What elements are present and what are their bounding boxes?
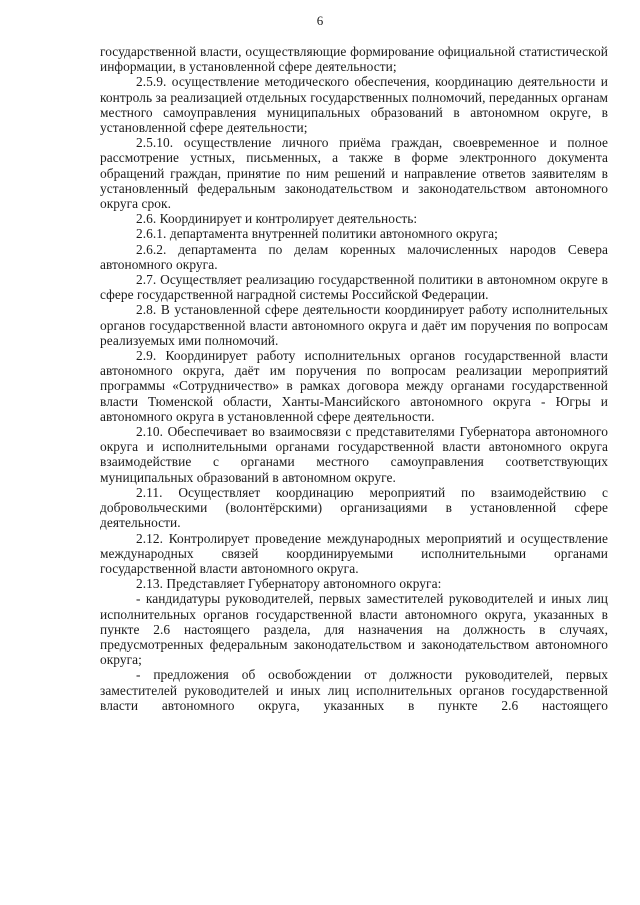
paragraph-2-6-2: 2.6.2. департамента по делам коренных малочисленных народов Севера автономного округа. bbox=[100, 241, 608, 272]
list-item-dismissal-proposals: - предложения об освобождении от должности руководителей, первых заместителей руководителей и иных лиц исполнительных органов государственной власти автономного округа, указанных в пункте 2.6 настоящего bbox=[100, 667, 608, 713]
document-body bbox=[100, 44, 608, 713]
page-number: 6 bbox=[316, 13, 324, 28]
list-item-candidates: - кандидатуры руководителей, первых заместителей руководителей и иных лиц исполнительных органов государственной власти автономного округа, указанных в пункте 2.6 настоящего раздела, для назначения на должность в случаях, предусмотренных федеральным законодательством и законодательством автономного округа; bbox=[100, 591, 608, 668]
paragraph-2-5-10: 2.5.10. осуществление личного приёма граждан, своевременное и полное рассмотрение устных, письменных, а также в форме электронного документа обращений граждан, принятие по ним решений и направление ответов заявителям в установленный федеральным законодательством и законодательством автономного округа срок. bbox=[100, 135, 608, 212]
paragraph-2-13: 2.13. Представляет Губернатору автономного округа: bbox=[136, 576, 442, 592]
paragraph-2-9: 2.9. Координирует работу исполнительных органов государственной власти автономного округа, даёт им поручения по вопросам реализации мероприятий программы «Сотрудничество» в рамках договора между органами государственной власти Тюменской области, Ханты-Мансийского автономного округа - Югры и автономного округа в установленной сфере деятельности. bbox=[100, 348, 608, 424]
paragraph-2-5-9: 2.5.9. осуществление методического обеспечения, координацию деятельности и контроль за реализацией отдельных государственных полномочий, переданных органам местного самоуправления муниципальных образований в автономном округе, в установленной сфере деятельности; bbox=[100, 74, 608, 136]
paragraph-2-10: 2.10. Обеспечивает во взаимосвязи с представителями Губернатора автономного округа и исполнительными органами государственной власти автономного округа взаимодействие с органами местного самоуправления соответствующих муниципальных образований в автономном округе. bbox=[100, 424, 608, 485]
paragraph-2-11: 2.11. Осуществляет координацию мероприятий по взаимодействию с добровольческими (волонтёрскими) организациями в установленной сфере деятельности. bbox=[100, 484, 608, 531]
paragraph-2-6: 2.6. Координирует и контролирует деятельность: bbox=[136, 211, 418, 227]
paragraph-continuation: государственной власти, осуществляющие формирование официальной статистической информации, в установленной сфере деятельности; bbox=[100, 44, 608, 75]
paragraph-2-12: 2.12. Контролирует проведение международных мероприятий и осуществление международных связей координируемыми исполнительными органами государственной власти автономного округа. bbox=[100, 530, 608, 576]
paragraph-2-8: 2.8. В установленной сфере деятельности координирует работу исполнительных органов государственной власти автономного округа и даёт им поручения по вопросам реализуемых ими полномочий. bbox=[100, 302, 608, 348]
paragraph-2-6-1: 2.6.1. департамента внутренней политики автономного округа; bbox=[136, 226, 498, 242]
paragraph-2-7: 2.7. Осуществляет реализацию государственной политики в автономном округе в сфере государственной наградной системы Российской Федерации. bbox=[100, 272, 608, 303]
